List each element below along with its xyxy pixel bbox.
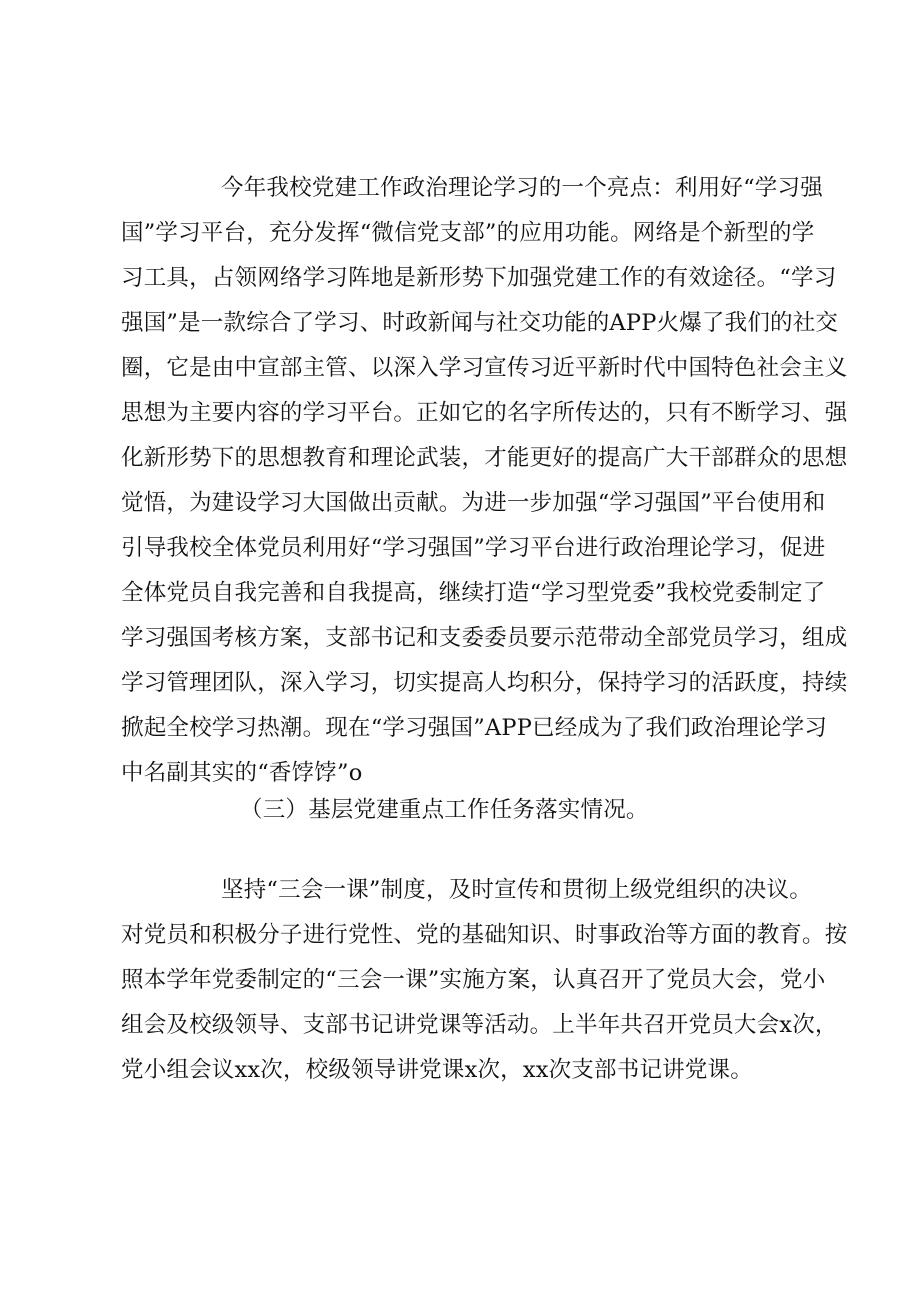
paragraph-line: 强国”是一款综合了学习、时政新闻与社交功能的APP火爆了我们的社交 (121, 310, 839, 336)
paragraph-line: 化新形势下的思想教育和理论武装，才能更好的提高广大干部群众的思想 (121, 445, 848, 471)
paragraph-line: 习工具，占领网络学习阵地是新形势下加强党建工作的有效途径。“学习 (121, 265, 837, 291)
paragraph-line: 坚持“三会一课”制度，及时宣传和贯彻上级党组织的决议。 (221, 877, 812, 903)
paragraph-line: 国”学习平台，充分发挥“微信党支部”的应用功能。网络是个新型的学 (121, 220, 815, 246)
section-heading: （三）基层党建重点工作任务落实情况。 (240, 797, 649, 823)
paragraph-line: 学习强国考核方案，支部书记和支委委员要示范带动全部党员学习，组成 (121, 625, 848, 651)
paragraph-line: 对党员和积极分子进行党性、党的基础知识、时事政治等方面的教育。按 (121, 922, 848, 948)
paragraph-line: 思想为主要内容的学习平台。正如它的名字所传达的，只有不断学习、强 (121, 400, 848, 426)
paragraph-line: 全体党员自我完善和自我提高，继续打造“学习型党委”我校党委制定了 (121, 580, 826, 606)
paragraph-line: 今年我校党建工作政治理论学习的一个亮点：利用好“学习强 (221, 175, 823, 201)
paragraph-line: 党小组会议xx次，校级领导讲党课x次，xx次支部书记讲党课。 (121, 1057, 753, 1083)
paragraph-line: 组会及校级领导、支部书记讲党课等活动。上半年共召开党员大会x次， (121, 1012, 838, 1038)
paragraph-line: 觉悟，为建设学习大国做出贡献。为进一步加强“学习强国”平台使用和 (121, 490, 826, 516)
paragraph-line: 掀起全校学习热潮。现在“学习强国”APP已经成为了我们政治理论学习 (121, 715, 828, 741)
paragraph-line: 圈，它是由中宣部主管、以深入学习宣传习近平新时代中国特色社会主义 (121, 355, 848, 381)
paragraph-line: 学习管理团队，深入学习，切实提高人均积分，保持学习的活跃度，持续 (121, 670, 848, 696)
paragraph-line: 照本学年党委制定的“三会一课”实施方案，认真召开了党员大会，党小 (121, 967, 826, 993)
paragraph-line: 引导我校全体党员利用好“学习强国”学习平台进行政治理论学习，促进 (121, 535, 826, 561)
paragraph-line: 中名副其实的“香饽饽”o (121, 760, 363, 786)
